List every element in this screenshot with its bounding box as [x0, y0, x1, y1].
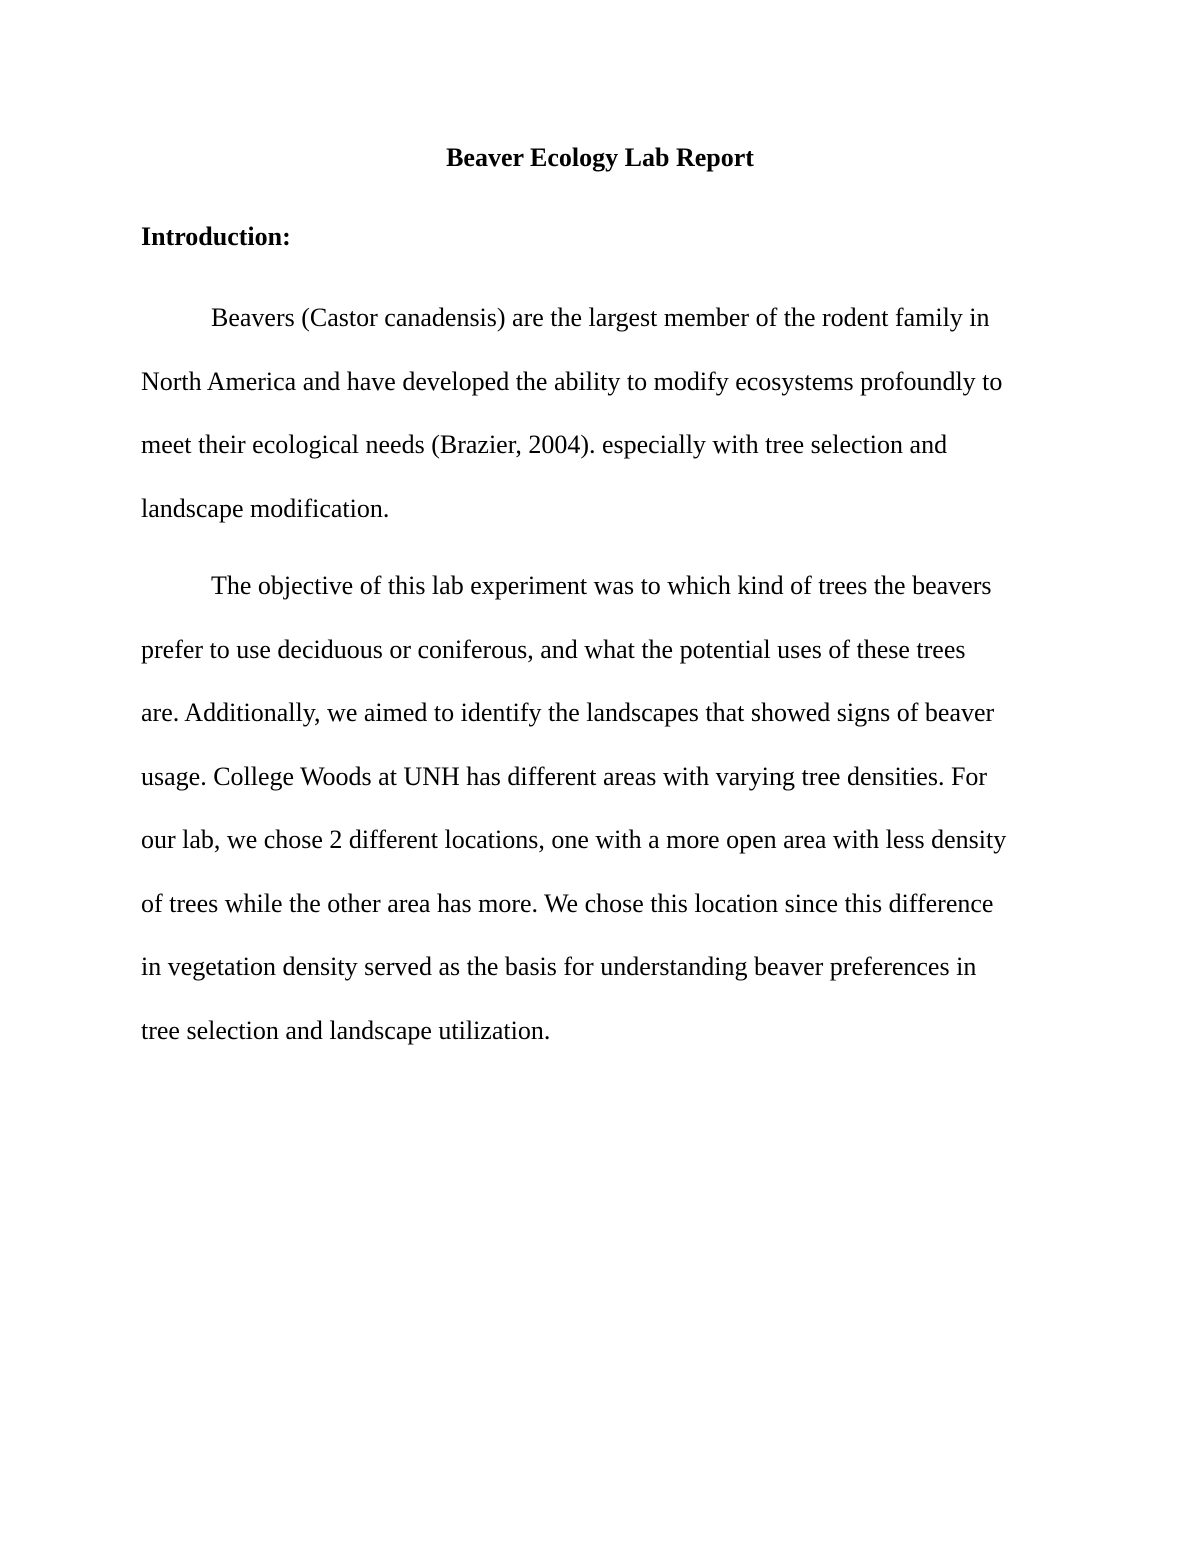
paragraph-line: prefer to use deciduous or coniferous, and what the potential uses of these trees: [141, 634, 966, 664]
paragraph-line: meet their ecological needs (Brazier, 2004). especially with tree selection and: [141, 430, 948, 459]
paragraph-line: are. Additionally, we aimed to identify the landscapes that showed signs of beaver: [141, 698, 995, 727]
document-title: Beaver Ecology Lab Report: [446, 143, 754, 172]
paragraph-line: usage. College Woods at UNH has different areas with varying tree densities. For: [141, 761, 988, 791]
paragraph-line: The objective of this lab experiment was to which kind of trees the beavers: [211, 571, 992, 600]
paragraph-line: Beavers (Castor canadensis) are the largest member of the rodent family in: [211, 303, 990, 332]
paragraph-line: of trees while the other area has more. We chose this location since this difference: [141, 888, 994, 918]
paragraph-1: [141, 286, 1071, 540]
paragraph-line: North America and have developed the ability to modify ecosystems profoundly to: [141, 366, 1003, 396]
paragraph-line: our lab, we chose 2 different locations, one with a more open area with less density: [141, 825, 1007, 854]
paragraph-line: in vegetation density served as the basis for understanding beaver preferences in: [141, 952, 977, 981]
paragraph-2: [141, 554, 1071, 1062]
paragraph-line: landscape modification.: [141, 493, 390, 523]
section-heading-introduction: Introduction:: [141, 222, 291, 251]
paragraph-line: tree selection and landscape utilization.: [141, 1015, 551, 1045]
